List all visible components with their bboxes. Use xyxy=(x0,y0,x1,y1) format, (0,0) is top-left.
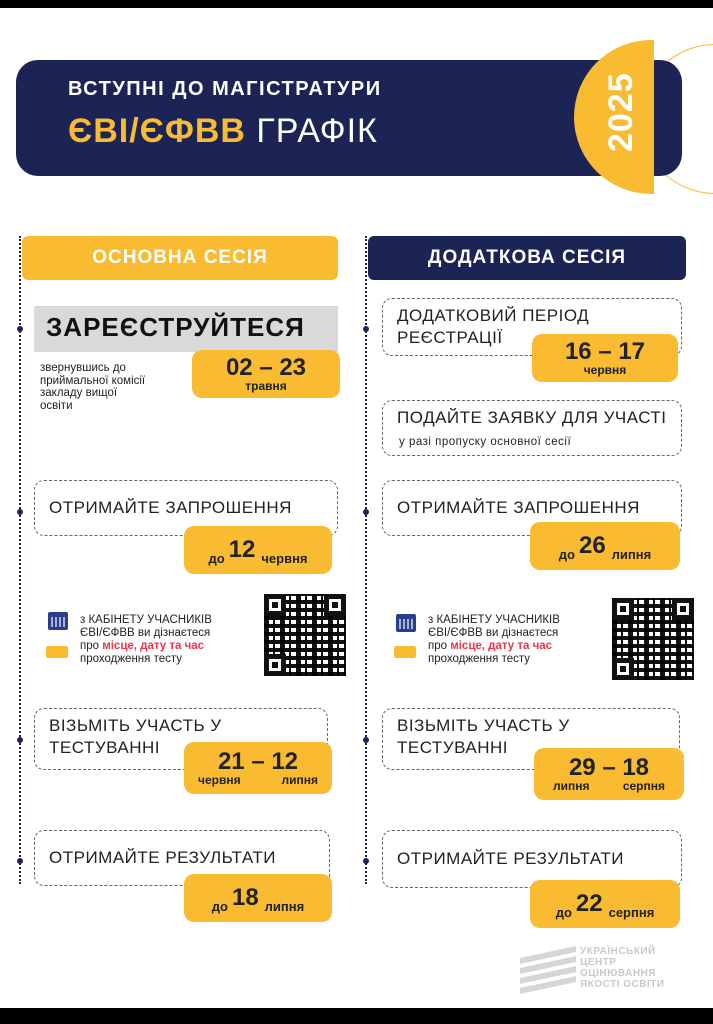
extra-test-date xyxy=(534,748,684,800)
step-text: ТЕСТУВАННІ xyxy=(49,738,161,757)
extra-invite-date xyxy=(530,522,680,570)
qr-finder xyxy=(324,594,346,616)
main-results-date xyxy=(184,874,332,922)
date-number: 22 xyxy=(575,890,603,917)
date-prefix: до xyxy=(555,905,572,920)
cabinet-line: проходження тесту xyxy=(428,653,531,665)
cabinet-line: ЄВІ/ЄФВВ ви дізнаєтеся xyxy=(428,627,559,639)
step-text: ОТРИМАЙТЕ РЕЗУЛЬТАТИ xyxy=(49,848,276,867)
date-month: липня xyxy=(611,547,652,562)
step-text: ПОДАЙТЕ ЗАЯВКУ ДЛЯ УЧАСТІ xyxy=(397,408,667,427)
date-range: 21 – 12 xyxy=(217,747,299,775)
timeline-dot xyxy=(363,326,369,332)
cabinet-line: проходження тесту xyxy=(80,653,183,665)
register-note-line: приймальної комісії xyxy=(40,374,146,387)
qr-code[interactable] xyxy=(264,594,346,676)
extra-results-date xyxy=(530,880,680,928)
date-month: червня xyxy=(261,551,308,566)
header-title xyxy=(68,112,378,151)
cabinet-text: про xyxy=(428,640,451,652)
cabinet-line: ЄВІ/ЄФВВ ви дізнаєтеся xyxy=(80,627,211,639)
date-month: липня xyxy=(264,899,305,914)
date-range: 29 – 18 xyxy=(568,753,650,781)
qr-code[interactable] xyxy=(612,598,694,680)
timeline-dot xyxy=(17,737,23,743)
qr-finder xyxy=(612,598,634,620)
date-months xyxy=(553,780,665,793)
date-prefix: до xyxy=(208,551,225,566)
extra-register-date xyxy=(532,334,678,382)
cabinet-highlight: місце, дату та час xyxy=(450,640,553,652)
ucoz-logo-icon xyxy=(520,946,576,990)
cabinet-line xyxy=(428,640,560,653)
extra-timeline-line xyxy=(365,236,367,884)
qr-finder xyxy=(264,594,286,616)
timeline-dot xyxy=(17,858,23,864)
register-note xyxy=(40,362,145,412)
date-number: 12 xyxy=(228,536,256,563)
timeline-dot xyxy=(17,509,23,515)
date-month: червня xyxy=(583,362,627,377)
top-black-bar xyxy=(0,0,713,8)
calendar-icon xyxy=(396,614,416,632)
year-label: 2025 xyxy=(602,72,640,152)
main-session-header: ОСНОВНА СЕСІЯ xyxy=(22,236,338,280)
extra-apply-step xyxy=(382,400,682,456)
date-prefix: до xyxy=(558,547,575,562)
cabinet-highlight: місце, дату та час xyxy=(102,640,205,652)
ucoz-logo-text xyxy=(580,946,665,990)
timeline-dot xyxy=(363,509,369,515)
step-note: у разі пропуску основної сесії xyxy=(399,436,572,448)
header-title-rest: ГРАФІК xyxy=(245,112,378,150)
cabinet-line xyxy=(80,640,212,653)
timeline-dot xyxy=(363,858,369,864)
coins-icon xyxy=(394,646,416,658)
logo-line: ЯКОСТІ ОСВІТИ xyxy=(580,979,665,990)
cabinet-line: з КАБІНЕТУ УЧАСНИКІВ xyxy=(428,614,560,626)
qr-finder xyxy=(672,598,694,620)
register-title: ЗАРЕЄСТРУЙТЕСЯ xyxy=(46,312,305,342)
register-note-line: освіти xyxy=(40,399,73,412)
extra-session-header: ДОДАТКОВА СЕСІЯ xyxy=(368,236,686,280)
date-month: серпня xyxy=(622,778,665,793)
timeline-dot xyxy=(363,737,369,743)
date-prefix: до xyxy=(211,899,228,914)
main-cabinet-info xyxy=(80,614,212,666)
header-title-highlight: ЄВІ/ЄФВВ xyxy=(68,112,246,150)
step-text: ОТРИМАЙТЕ ЗАПРОШЕННЯ xyxy=(397,498,640,517)
date-month: липня xyxy=(281,772,318,787)
step-text: ВІЗЬМІТЬ УЧАСТЬ У xyxy=(397,716,570,735)
step-text: ОТРИМАЙТЕ ЗАПРОШЕННЯ xyxy=(49,498,292,517)
step-text: ОТРИМАЙТЕ РЕЗУЛЬТАТИ xyxy=(397,849,624,868)
date-number: 18 xyxy=(231,884,259,911)
date-number: 26 xyxy=(578,532,606,559)
date-range: 02 – 23 xyxy=(225,353,307,381)
main-test-date xyxy=(184,742,332,794)
register-note-line: закладу вищої xyxy=(40,387,118,399)
calendar-icon xyxy=(48,612,68,630)
step-text: РЕЄСТРАЦІЇ xyxy=(397,328,503,347)
bottom-black-bar xyxy=(0,1008,713,1024)
date-range: 16 – 17 xyxy=(564,337,646,365)
main-register-date xyxy=(192,350,340,398)
logo-line: ЦЕНТР xyxy=(580,957,617,968)
logo-line: ОЦІНЮВАННЯ xyxy=(580,968,656,979)
date-month: серпня xyxy=(608,905,655,920)
logo-line: УКРАЇНСЬКИЙ xyxy=(580,946,656,957)
qr-finder xyxy=(612,658,634,680)
step-text: ВІЗЬМІТЬ УЧАСТЬ У xyxy=(49,716,222,735)
step-text: ДОДАТКОВИЙ ПЕРІОД xyxy=(397,306,590,325)
timeline-dot xyxy=(17,326,23,332)
date-months xyxy=(198,774,318,787)
date-month: травня xyxy=(245,378,287,393)
cabinet-text: про xyxy=(80,640,103,652)
qr-finder xyxy=(264,654,286,676)
date-month: липня xyxy=(553,778,590,793)
main-invite-date xyxy=(184,526,332,574)
register-note-line: звернувшись до xyxy=(40,362,126,374)
main-timeline-line xyxy=(19,236,21,884)
date-month: червня xyxy=(198,772,241,787)
extra-cabinet-info xyxy=(428,614,560,666)
step-text: ТЕСТУВАННІ xyxy=(397,738,509,757)
header-subtitle: ВСТУПНІ ДО МАГІСТРАТУРИ xyxy=(68,78,382,100)
cabinet-line: з КАБІНЕТУ УЧАСНИКІВ xyxy=(80,614,212,626)
coins-icon xyxy=(46,646,68,658)
